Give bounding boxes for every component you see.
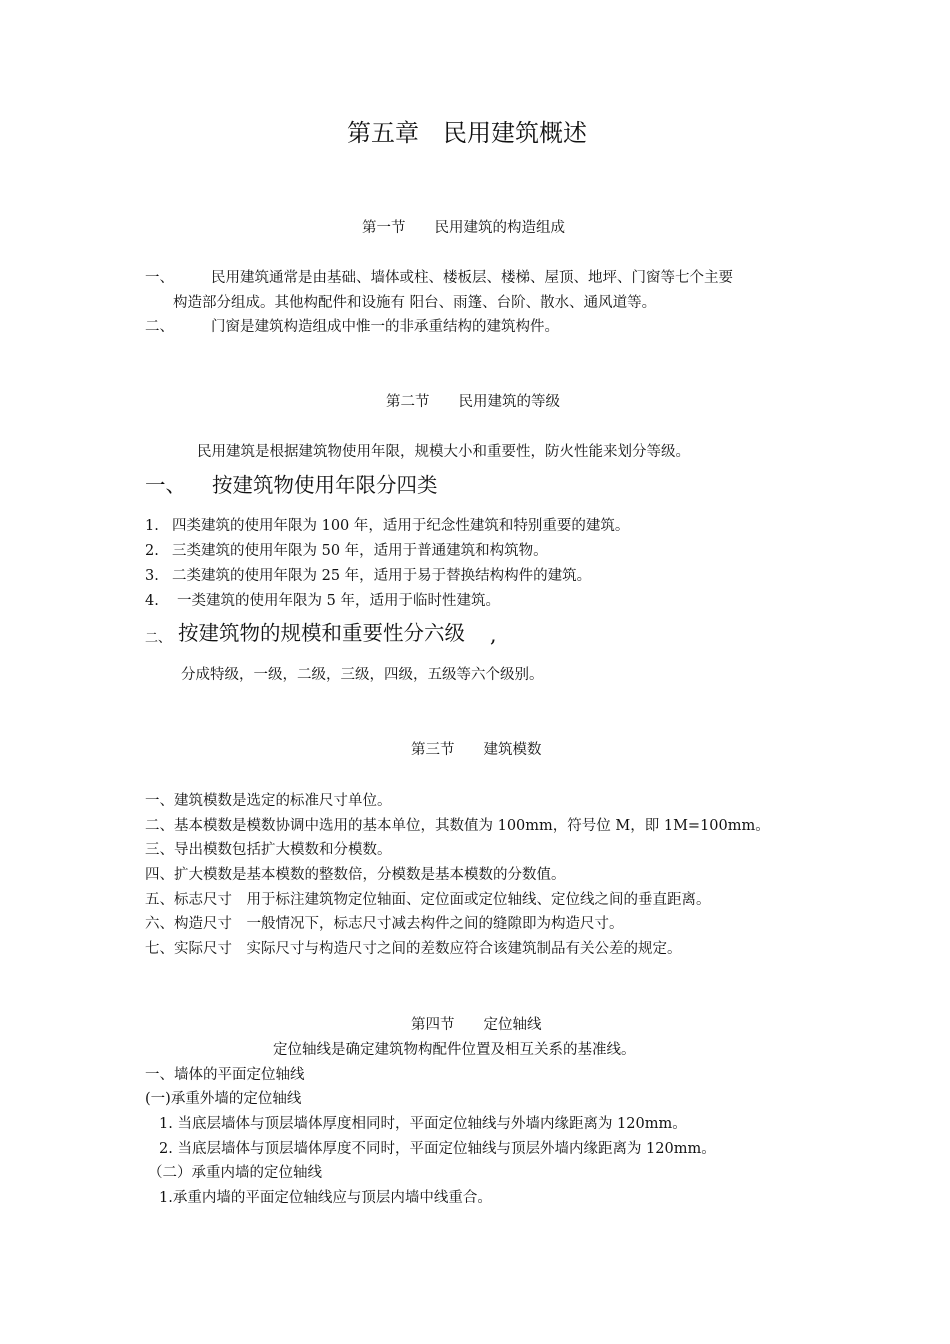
section2-subheading1-number: 一、 — [145, 473, 186, 497]
section4-intro: 定位轴线是确定建筑物构配件位置及相互关系的基准线。 — [273, 1042, 636, 1058]
section3-item: 七、实际尺寸 实际尺寸与构造尺寸之间的差数应符合该建筑制品有关公差的规定。 — [145, 941, 682, 957]
section2-subheading1-title: 按建筑物使用年限分四类 — [212, 473, 438, 497]
section3-item: 二、基本模数是模数协调中选用的基本单位，其数值为 100mm，符号位 M，即 1M=100mm。 — [145, 818, 770, 834]
section1-item1-line1: 民用建筑通常是由基础、墙体或柱、楼板层、楼梯、屋顶、地坪、门窗等七个主要 — [211, 270, 733, 286]
section3-item: 五、标志尺寸 用于标注建筑物定位轴面、定位面或定位轴线、定位线之间的垂直距离。 — [145, 892, 711, 908]
section4-line: (一)承重外墙的定位轴线 — [145, 1091, 302, 1107]
section2-subheading2-trail: , — [490, 623, 497, 647]
section1-item1-line2: 构造部分组成。其他构配件和设施有 阳台、雨篷、台阶、散水、通风道等。 — [173, 295, 657, 311]
section4-line: （二）承重内墙的定位轴线 — [148, 1165, 322, 1181]
section3-item: 六、构造尺寸 一般情况下，标志尺寸减去构件之间的缝隙即为构造尺寸。 — [145, 916, 624, 932]
chapter-title: 第五章 民用建筑概述 — [347, 119, 587, 147]
section4-line: 1.承重内墙的平面定位轴线应与顶层内墙中线重合。 — [159, 1190, 492, 1206]
section2-subheading2-title: 按建筑物的规模和重要性分六级 — [178, 621, 465, 645]
section2-intro: 民用建筑是根据建筑物使用年限，规模大小和重要性，防火性能来划分等级。 — [197, 444, 690, 460]
section1-item2-number: 二、 — [145, 319, 174, 335]
list-item-number: 4. — [145, 593, 159, 609]
section2-subheading2-number: 二、 — [145, 631, 172, 646]
list-item-text: 四类建筑的使用年限为 100 年，适用于纪念性建筑和特别重要的建筑。 — [172, 518, 630, 534]
section3-item: 一、建筑模数是选定的标准尺寸单位。 — [145, 793, 392, 809]
section4-line: 2. 当底层墙体与顶层墙体厚度不同时，平面定位轴线与顶层外墙内缘距离为 120mm。 — [159, 1141, 716, 1157]
list-item-number: 2. — [145, 543, 159, 559]
section3-heading: 第三节 建筑模数 — [411, 742, 542, 758]
section1-heading: 第一节 民用建筑的构造组成 — [362, 220, 565, 236]
list-item-text: 三类建筑的使用年限为 50 年，适用于普通建筑和构筑物。 — [172, 543, 548, 559]
section2-subheading2-text: 分成特级，一级，二级，三级，四级，五级等六个级别。 — [181, 667, 544, 683]
section2-heading: 第二节 民用建筑的等级 — [386, 394, 560, 410]
section1-item1-number: 一、 — [145, 270, 174, 286]
section4-heading: 第四节 定位轴线 — [411, 1017, 542, 1033]
section4-line: 一、墙体的平面定位轴线 — [145, 1067, 305, 1083]
section1-item2-text: 门窗是建筑构造组成中惟一的非承重结构的建筑构件。 — [211, 319, 559, 335]
section4-line: 1. 当底层墙体与顶层墙体厚度相同时，平面定位轴线与外墙内缘距离为 120mm。 — [159, 1116, 687, 1132]
list-item-text: 一类建筑的使用年限为 5 年，适用于临时性建筑。 — [177, 593, 500, 609]
list-item-text: 二类建筑的使用年限为 25 年，适用于易于替换结构构件的建筑。 — [172, 568, 592, 584]
section3-item: 三、导出模数包括扩大模数和分模数。 — [145, 842, 392, 858]
section3-item: 四、扩大模数是基本模数的整数倍，分模数是基本模数的分数值。 — [145, 867, 566, 883]
list-item-number: 1. — [145, 518, 159, 534]
list-item-number: 3. — [145, 568, 159, 584]
